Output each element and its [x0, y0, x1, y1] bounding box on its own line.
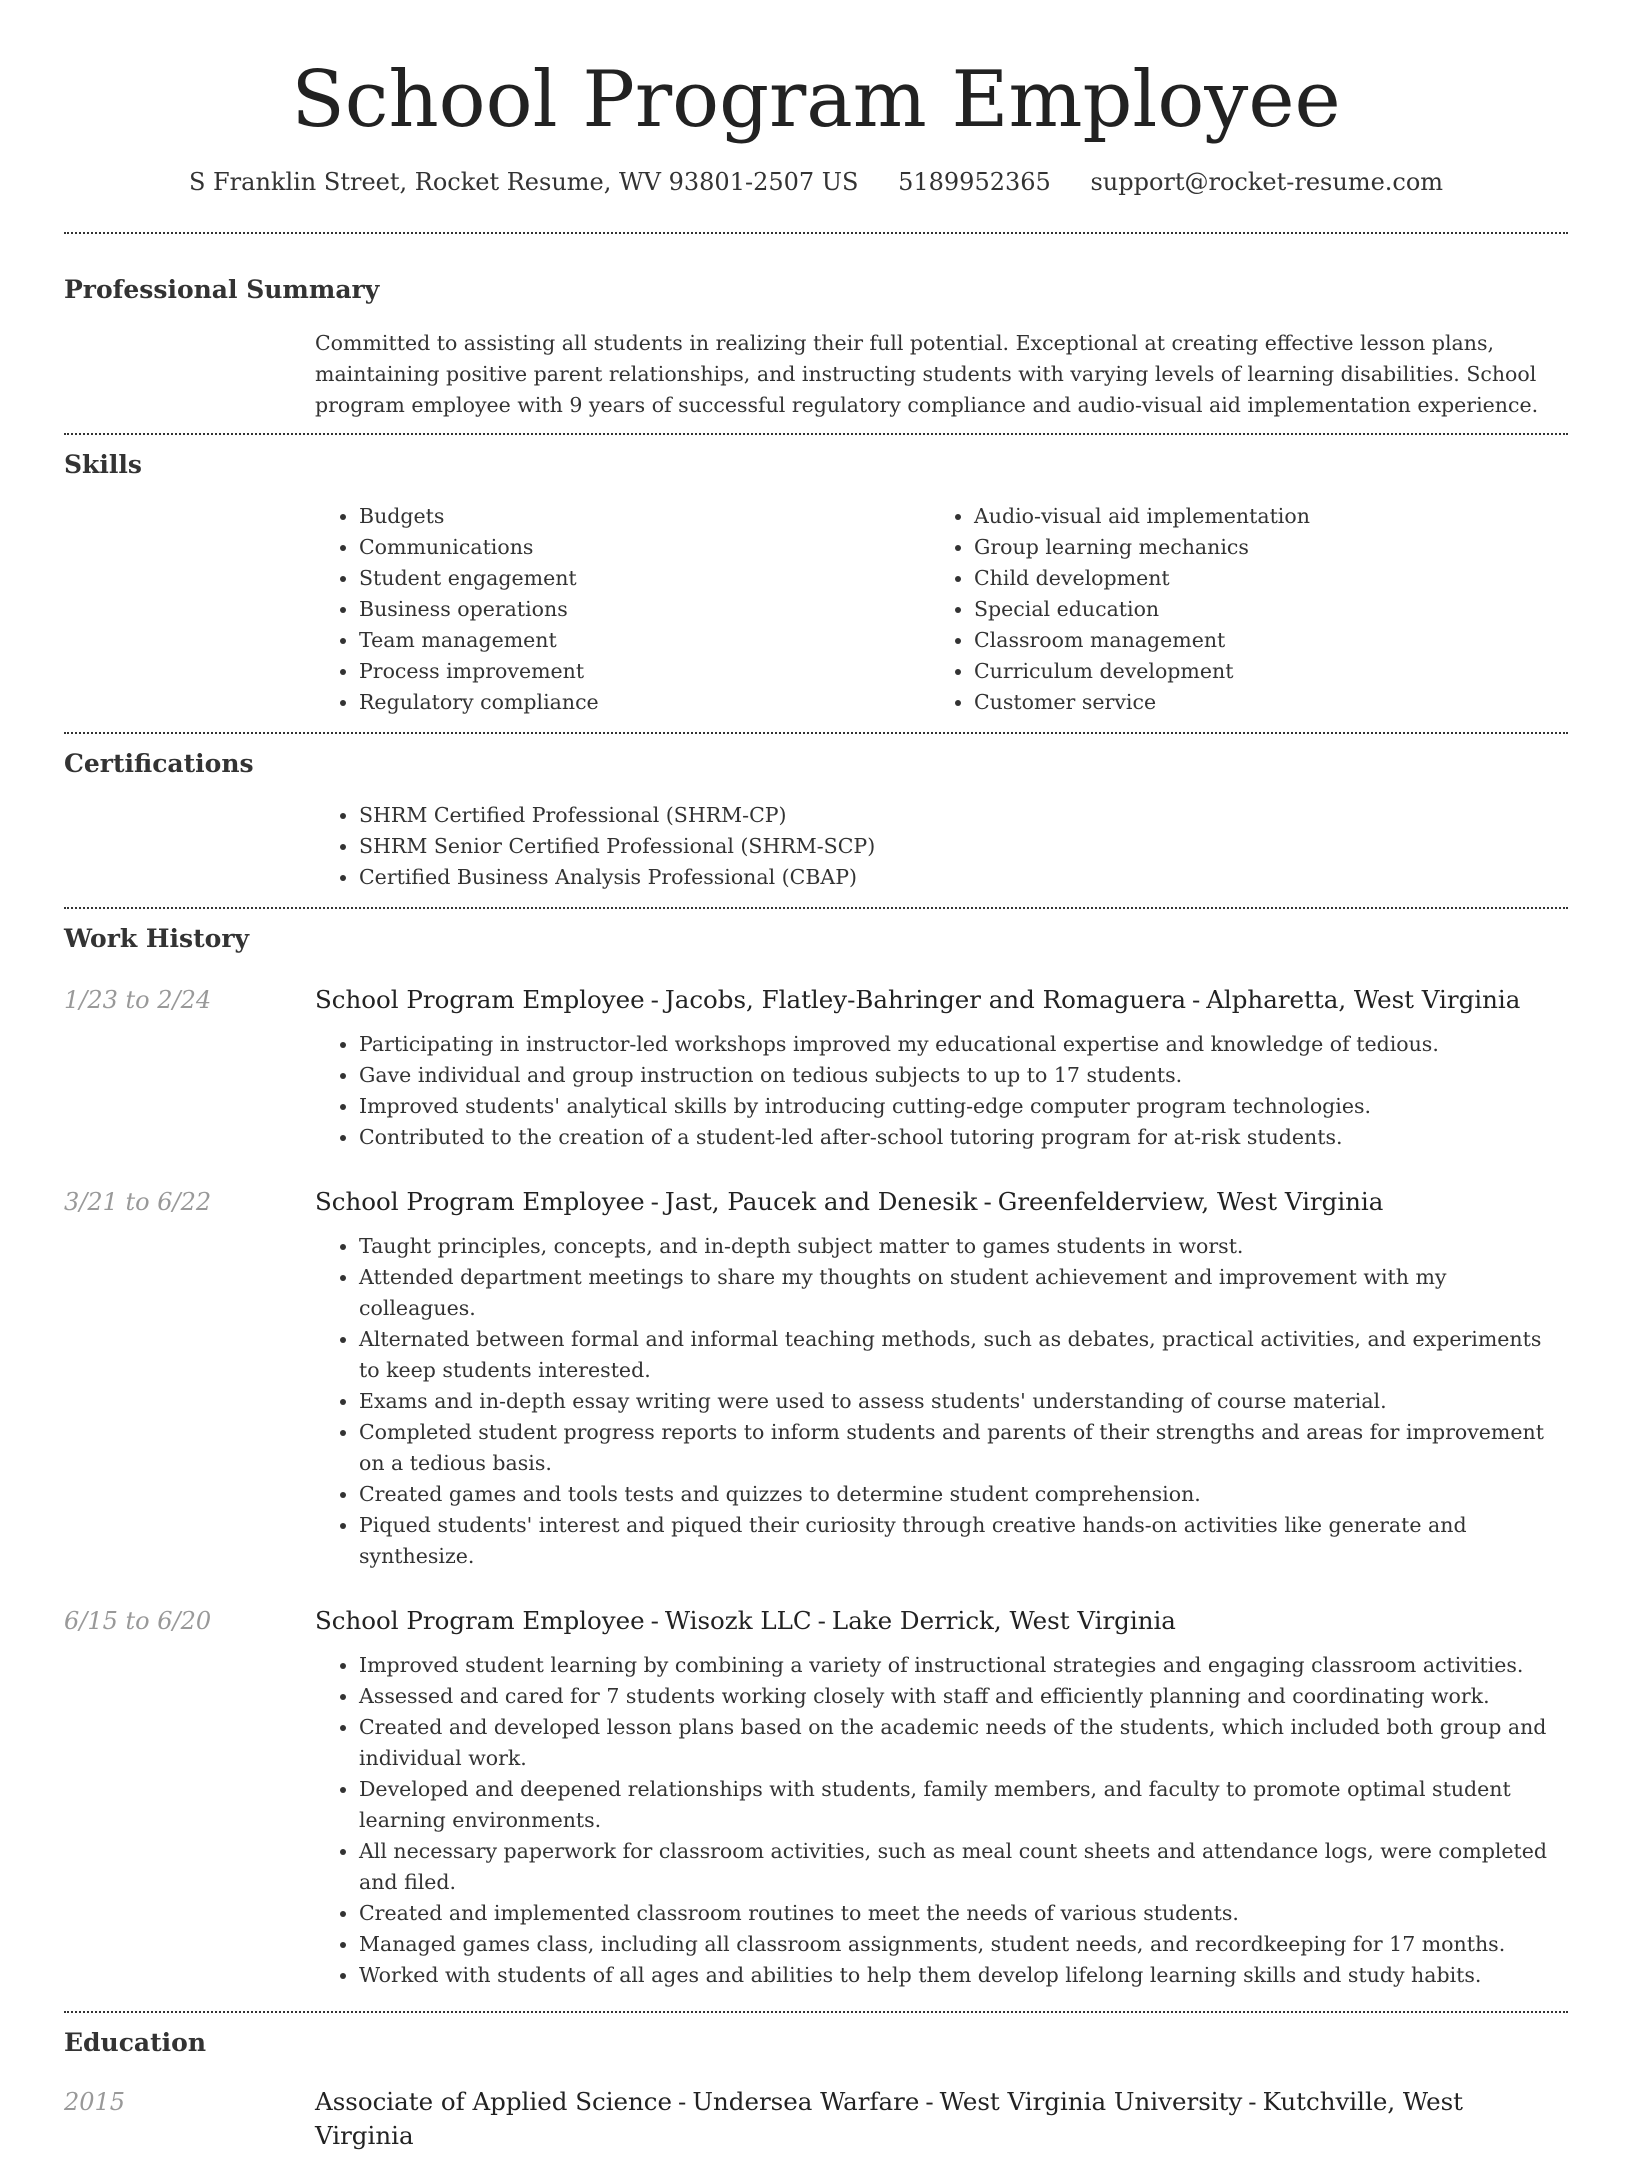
job-dates: 1/23 to 2/24: [64, 986, 212, 1014]
job-bullet: • Developed and deepened relationships with students, family members, and faculty to promote optimal student learning environments.: [359, 1774, 1568, 1836]
job-company: Wisozk LLC: [664, 1606, 812, 1635]
job-bullet: • Completed student progress reports to inform students and parents of their strengths and areas for improvement on a tedious basis.: [359, 1417, 1568, 1479]
job-bullet: • Taught principles, concepts, and in-depth subject matter to games students in worst.: [359, 1231, 1568, 1262]
work-history-heading: Work History: [64, 924, 250, 953]
certification-item: • SHRM Certified Professional (SHRM-CP): [359, 800, 1568, 831]
skills-heading: Skills: [64, 450, 142, 479]
job-location: Lake Derrick, West Virginia: [831, 1606, 1176, 1635]
skill-item: • Curriculum development: [974, 656, 1545, 687]
skill-item: • Classroom management: [974, 625, 1545, 656]
job-bullet: • Attended department meetings to share my thoughts on student achievement and improvement with my colleagues.: [359, 1262, 1568, 1324]
job-bullet: • Assessed and cared for 7 students working closely with staff and efficiently planning and coordinating work.: [359, 1681, 1568, 1712]
contact-line: [64, 166, 1568, 198]
education-degree: Associate of Applied Science: [315, 2087, 673, 2116]
skill-item: • Audio-visual aid implementation: [974, 501, 1545, 532]
job-bullets: [315, 1650, 1568, 1991]
job-bullet: • Exams and in-depth essay writing were used to assess students' understanding of course material.: [359, 1386, 1568, 1417]
job-company: Jacobs, Flatley-Bahringer and Romaguera: [664, 985, 1186, 1014]
certifications-heading: Certifications: [64, 749, 254, 778]
job-entry: [64, 1604, 1568, 1991]
education-title: Associate of Applied Science - Undersea Warfare - West Virginia University - Kutchville, West Virginia: [315, 2087, 1463, 2150]
summary-section: [64, 234, 1568, 421]
education-location: Kutchville, West Virginia: [315, 2087, 1463, 2150]
job-dates: 6/15 to 6/20: [64, 1607, 212, 1635]
job-bullet: • Created and implemented classroom routines to meet the needs of various students.: [359, 1898, 1568, 1929]
job-bullet: • Created and developed lesson plans based on the academic needs of the students, which included both group and individual work.: [359, 1712, 1568, 1774]
education-entry: [64, 2085, 1568, 2165]
skill-item: • Student engagement: [359, 563, 930, 594]
job-bullet: • Gave individual and group instruction on tedious subjects to up to 17 students.: [359, 1060, 1568, 1091]
skills-list-right: [930, 501, 1545, 718]
job-title: School Program Employee - Jacobs, Flatley-Bahringer and Romaguera - Alpharetta, West Virginia: [315, 985, 1521, 1014]
job-bullet: • Improved students' analytical skills by introducing cutting-edge computer program technologies.: [359, 1091, 1568, 1122]
summary-text: Committed to assisting all students in realizing their full potential. Exceptional at creating effective lesson plans, maintaining positive parent relationships, and instructing students with varying levels of learning disabilities. School program employee with 9 years of successful regulatory compliance and audio-visual aid implementation experience.: [315, 331, 1539, 417]
work-history-section: [64, 909, 1568, 1991]
skill-item: • Budgets: [359, 501, 930, 532]
certification-item: • Certified Business Analysis Professional (CBAP): [359, 862, 1568, 893]
certification-item: • SHRM Senior Certified Professional (SHRM-SCP): [359, 831, 1568, 862]
job-company: Jast, Paucek and Denesik: [664, 1187, 978, 1216]
job-dates: 3/21 to 6/22: [64, 1188, 212, 1216]
skill-item: • Special education: [974, 594, 1545, 625]
job-bullet: • Worked with students of all ages and abilities to help them develop lifelong learning skills and study habits.: [359, 1960, 1568, 1991]
job-location: Alpharetta, West Virginia: [1206, 985, 1521, 1014]
skill-item: • Process improvement: [359, 656, 930, 687]
job-bullet: • Contributed to the creation of a student-led after-school tutoring program for at-risk students.: [359, 1122, 1568, 1153]
skill-item: • Business operations: [359, 594, 930, 625]
resume-name: School Program Employee: [291, 55, 1341, 145]
skill-item: • Group learning mechanics: [974, 532, 1545, 563]
contact-address: S Franklin Street, Rocket Resume, WV 93801-2507 US: [188, 168, 859, 196]
job-bullet: • Participating in instructor-led workshops improved my educational expertise and knowledge of tedious.: [359, 1029, 1568, 1060]
skill-item: • Team management: [359, 625, 930, 656]
job-entry: [64, 983, 1568, 1153]
job-entry: [64, 1185, 1568, 1572]
job-title: School Program Employee - Wisozk LLC - Lake Derrick, West Virginia: [315, 1606, 1176, 1635]
skill-item: • Regulatory compliance: [359, 687, 930, 718]
job-role: School Program Employee: [315, 1606, 645, 1635]
skills-section: [64, 435, 1568, 718]
certifications-list: [315, 800, 1568, 893]
job-bullet: • Piqued students' interest and piqued their curiosity through creative hands-on activities like generate and synthesize.: [359, 1510, 1568, 1572]
job-role: School Program Employee: [315, 985, 645, 1014]
skill-item: • Child development: [974, 563, 1545, 594]
job-bullets: [315, 1231, 1568, 1572]
summary-heading: Professional Summary: [64, 275, 380, 304]
job-bullet: • All necessary paperwork for classroom activities, such as meal count sheets and attendance logs, were completed and filed.: [359, 1836, 1568, 1898]
contact-phone: 5189952365: [898, 168, 1051, 196]
certifications-section: [64, 734, 1568, 893]
job-location: Greenfelderview, West Virginia: [997, 1187, 1384, 1216]
education-section: [64, 2013, 1568, 2165]
job-bullet: • Created games and tools tests and quizzes to determine student comprehension.: [359, 1479, 1568, 1510]
skills-list-left: [315, 501, 930, 718]
job-bullet: • Managed games class, including all classroom assignments, student needs, and recordkeeping for 17 months.: [359, 1929, 1568, 1960]
education-year: 2015: [64, 2088, 126, 2116]
education-field: Undersea Warfare: [692, 2087, 920, 2116]
job-bullets: [315, 1029, 1568, 1153]
education-school: West Virginia University: [939, 2087, 1243, 2116]
education-heading: Education: [64, 2028, 207, 2057]
skill-item: • Customer service: [974, 687, 1545, 718]
skill-item: • Communications: [359, 532, 930, 563]
job-bullet: • Improved student learning by combining a variety of instructional strategies and engaging classroom activities.: [359, 1650, 1568, 1681]
job-bullet: • Alternated between formal and informal teaching methods, such as debates, practical activities, and experiments to keep students interested.: [359, 1324, 1568, 1386]
contact-email: support@rocket-resume.com: [1090, 168, 1444, 196]
job-title: School Program Employee - Jast, Paucek and Denesik - Greenfelderview, West Virginia: [315, 1187, 1384, 1216]
job-role: School Program Employee: [315, 1187, 645, 1216]
